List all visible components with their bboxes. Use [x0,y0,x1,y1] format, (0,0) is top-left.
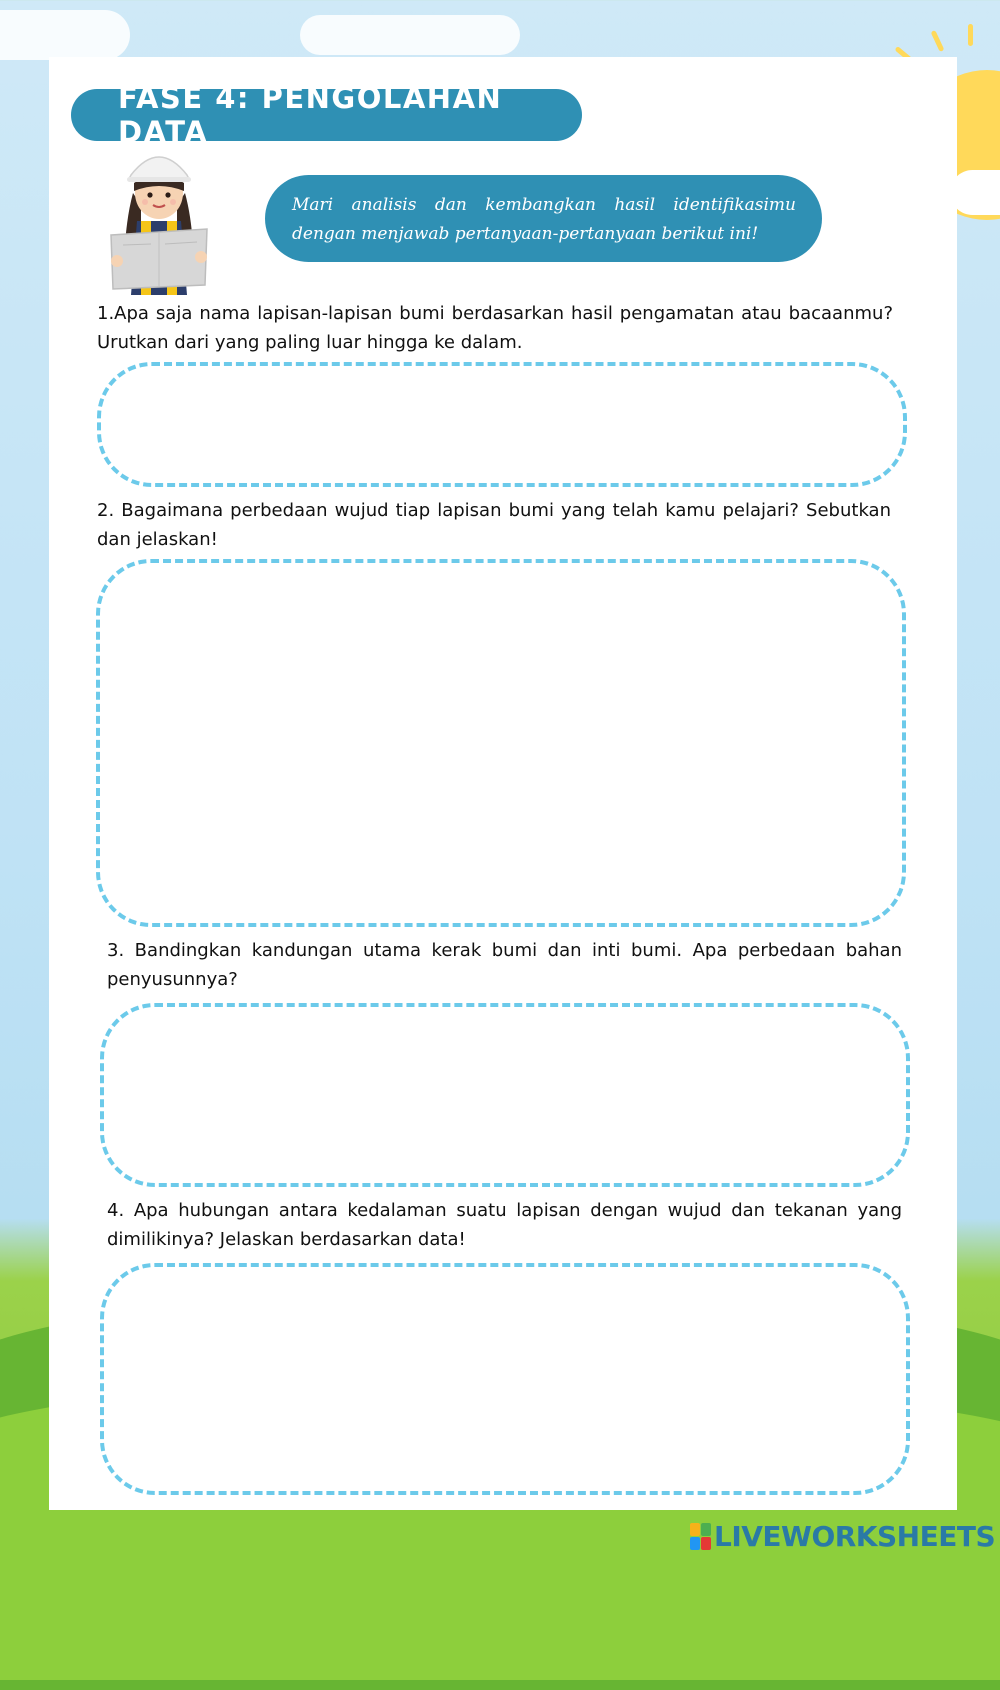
engineer-character-illustration [107,145,211,295]
question-1: 1.Apa saja nama lapisan-lapisan bumi berdasarkan hasil pengamatan atau bacaanmu? Urutkan dari yang paling luar hingga ke dalam. [97,303,893,353]
intro-speech-bubble [265,175,822,262]
question-4: 4. Apa hubungan antara kedalaman suatu lapisan dengan wujud dan tekanan yang dimilikinya? Jelaskan berdasarkan data! [107,1200,902,1250]
phase-banner [71,81,582,149]
liveworksheets-brand-text: LIVEWORKSHEETS [714,1520,996,1553]
liveworksheets-mark-icon [690,1523,711,1550]
worksheet-page [49,57,957,1510]
liveworksheets-logo[interactable] [690,1520,995,1553]
answer-box-1[interactable] [97,362,907,487]
answer-box-3[interactable] [100,1003,910,1187]
sun-cloud [950,170,1000,215]
sun-ray [968,24,973,46]
answer-box-2[interactable] [96,559,906,927]
answer-box-4[interactable] [100,1263,910,1495]
phase-title: FASE 4: PENGOLAHAN DATA [118,81,503,149]
sun-ray [931,30,945,52]
question-2: 2. Bagaimana perbedaan wujud tiap lapisan bumi yang telah kamu pelajari? Sebutkan dan jelaskan! [97,500,891,550]
question-3: 3. Bandingkan kandungan utama kerak bumi dan inti bumi. Apa perbedaan bahan penyusunnya? [107,940,902,990]
background-cloud [0,10,130,60]
background-cloud [300,15,520,55]
intro-text: Mari analisis dan kembangkan hasil identifikasimu dengan menjawab pertanyaan-pertanyaan berikut ini! [292,195,796,244]
